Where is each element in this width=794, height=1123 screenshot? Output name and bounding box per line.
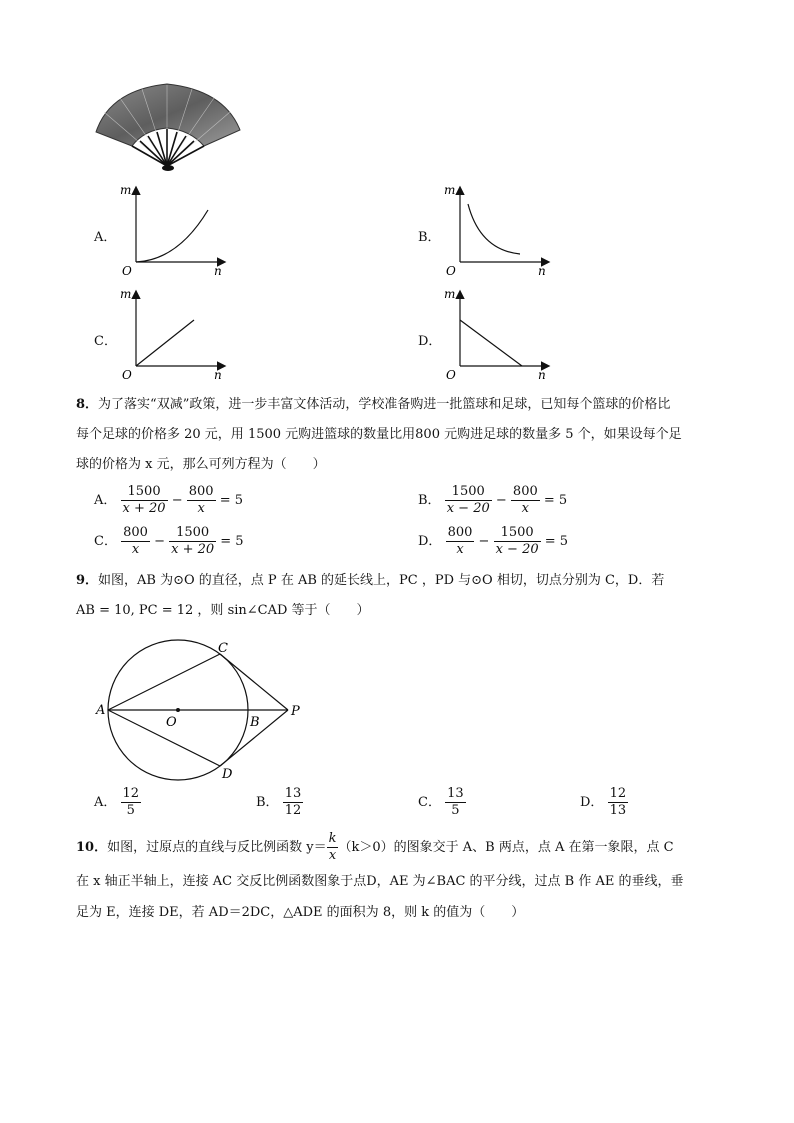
q10-frac-num: k <box>328 831 337 846</box>
q9-geometry-figure <box>92 636 312 784</box>
graph-d-origin: O <box>446 368 456 382</box>
graph-c-axis-m: m <box>120 287 132 301</box>
q9-d-num: 12 <box>609 786 627 801</box>
q9-c-num: 13 <box>447 786 464 801</box>
q8-d-rhs: = 5 <box>544 534 569 549</box>
q10-frac-den: x <box>328 848 337 863</box>
q8-line1: 为了落实“双减”政策，进一步丰富文体活动，学校准备购进一批篮球和足球，已知每个篮球的价格比 <box>98 397 671 412</box>
point-d-label: D <box>222 767 233 782</box>
q8-c-den2: x + 20 <box>171 542 215 557</box>
graph-a <box>112 182 232 278</box>
q8-option-d[interactable] <box>418 525 568 558</box>
point-p-label: P <box>291 704 300 719</box>
q8-c-num2: 1500 <box>169 525 216 542</box>
q8-option-a-label: A． <box>94 493 117 508</box>
graph-a-axis-n: n <box>214 264 222 278</box>
q9-option-b-label: B． <box>256 795 279 810</box>
graph-c-axis-n: n <box>214 368 222 382</box>
q9-option-b[interactable] <box>256 786 303 819</box>
q9-number: 9． <box>76 573 99 588</box>
q8-a-minus: − <box>171 493 183 508</box>
point-b-label: B <box>250 715 260 730</box>
q8-c-num1: 800 <box>123 525 148 540</box>
q8-d-den2: x − 20 <box>495 542 539 557</box>
q8-number: 8． <box>76 397 99 412</box>
q8-d-den1: x <box>456 542 464 557</box>
q9-option-a[interactable] <box>94 786 141 819</box>
graph-b-axis-n: n <box>538 264 546 278</box>
graph-option-a-label: A． <box>94 230 117 245</box>
point-c-label: C <box>218 641 228 656</box>
q8-a-rhs: = 5 <box>219 493 244 508</box>
graph-b-origin: O <box>446 264 456 278</box>
q8-b-rhs: = 5 <box>543 493 568 508</box>
q8-b-num1: 1500 <box>445 484 492 501</box>
q8-d-num2: 1500 <box>494 525 541 542</box>
graph-c <box>112 286 232 382</box>
q8-c-den1: x <box>131 542 140 557</box>
graph-option-c-label: C． <box>94 334 117 349</box>
q8-option-d-label: D． <box>418 534 442 549</box>
q8-b-num2: 800 <box>512 484 538 499</box>
q10-fraction <box>327 831 339 864</box>
q9-b-num: 13 <box>284 786 302 801</box>
graph-a-axis-m: m <box>120 183 132 197</box>
q9-option-c[interactable] <box>418 786 466 819</box>
q8-option-b[interactable] <box>418 484 567 517</box>
q8-c-minus: − <box>154 534 165 549</box>
point-o-label: O <box>166 715 177 730</box>
q8-line2: 每个足球的价格多 20 元，用 1500 元购进篮球的数量比用800 元购进足球的数量多 5 个，如果设每个足 <box>76 427 682 442</box>
q9-option-d[interactable] <box>580 786 628 819</box>
q8-b-den1: x − 20 <box>446 501 490 516</box>
q8-option-c-label: C． <box>94 534 117 549</box>
q8-a-num1: 1500 <box>121 484 168 501</box>
question-8 <box>76 390 756 480</box>
q8-d-minus: − <box>478 534 490 549</box>
q8-c-rhs: = 5 <box>220 534 244 549</box>
graph-d-axis-m: m <box>444 287 456 301</box>
question-10 <box>76 830 766 928</box>
q8-option-b-label: B． <box>418 493 441 508</box>
q8-a-num2: 800 <box>188 484 214 499</box>
question-9 <box>76 566 756 626</box>
q10-line1a: 如图，过原点的直线与反比例函数 y＝ <box>107 840 327 855</box>
graph-option-d-label: D． <box>418 334 442 349</box>
q10-number: 10． <box>76 840 108 855</box>
graph-b <box>436 182 556 278</box>
q9-d-den: 13 <box>609 803 627 818</box>
q8-a-den2: x <box>197 501 205 516</box>
q9-b-den: 12 <box>284 803 302 818</box>
q8-option-a[interactable] <box>94 484 243 517</box>
q8-d-num1: 800 <box>447 525 473 540</box>
graph-b-axis-m: m <box>444 183 456 197</box>
q9-line2: AB = 10, PC = 12 ，则 sin∠CAD 等于（ ） <box>76 603 370 618</box>
q8-a-den1: x + 20 <box>122 501 166 516</box>
point-a-label: A <box>96 703 106 718</box>
graph-option-b-label: B． <box>418 230 441 245</box>
graph-a-origin: O <box>122 264 132 278</box>
q9-c-den: 5 <box>451 803 460 818</box>
q8-b-minus: − <box>495 493 507 508</box>
graph-d <box>436 286 556 382</box>
graph-c-origin: O <box>122 368 132 382</box>
q8-b-den2: x <box>521 501 529 516</box>
q9-a-num: 12 <box>122 786 140 801</box>
q8-option-c[interactable] <box>94 525 244 558</box>
folding-fan-image <box>92 80 242 172</box>
q9-line1: 如图，AB 为⊙O 的直径，点 P 在 AB 的延长线上，PC ，PD 与⊙O 相切，切点分别为 C，D．若 <box>98 573 665 588</box>
q10-line2: 在 x 轴正半轴上，连接 AC 交反比例函数图象于点D，AE 为∠BAC 的平分线，过点 B 作 AE 的垂线，垂 <box>76 874 684 889</box>
q8-line3: 球的价格为 x 元，那么可列方程为（ ） <box>76 457 326 472</box>
q9-option-c-label: C． <box>418 795 441 810</box>
graph-d-axis-n: n <box>538 368 546 382</box>
q9-option-d-label: D． <box>580 795 604 810</box>
q10-line1b: （k＞0）的图象交于 A、B 两点，点 A 在第一象限，点 C <box>338 840 674 855</box>
q9-a-den: 5 <box>126 803 135 818</box>
q9-option-a-label: A． <box>94 795 117 810</box>
q10-line3: 足为 E，连接 DE，若 AD＝2DC，△ADE 的面积为 8，则 k 的值为（ ） <box>76 905 525 920</box>
